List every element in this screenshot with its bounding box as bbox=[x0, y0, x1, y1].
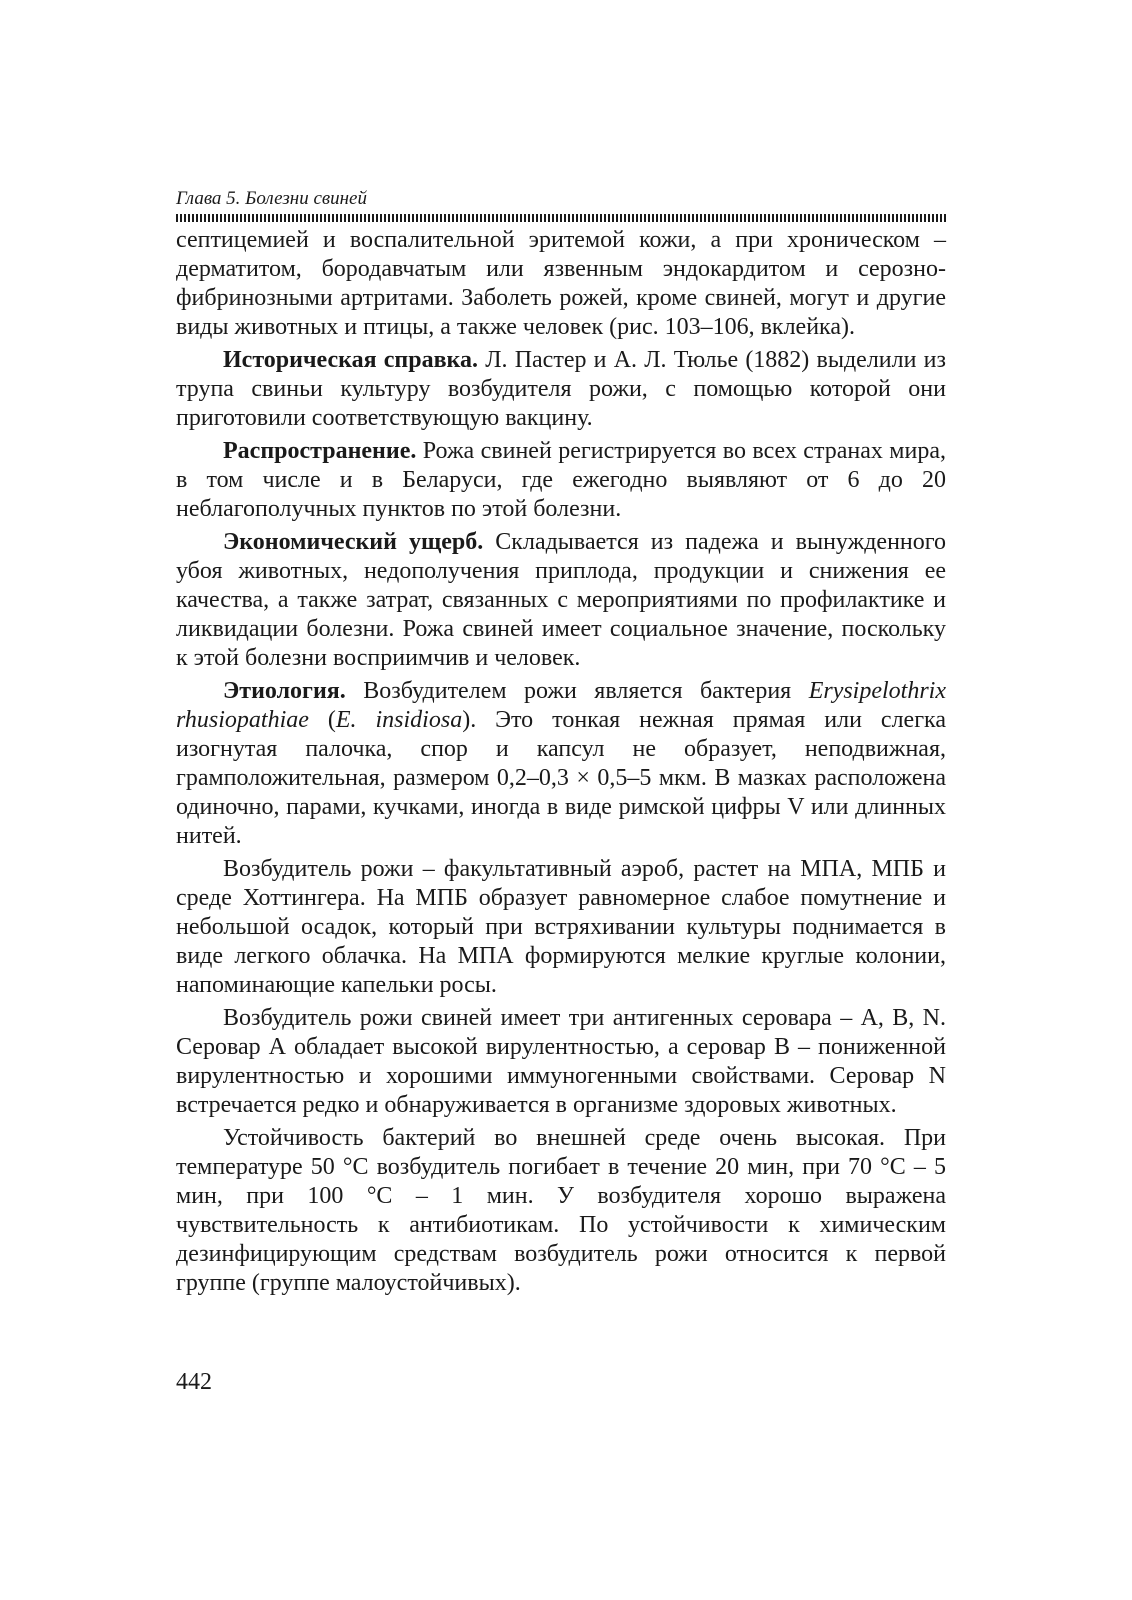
paragraph-text: ( bbox=[308, 707, 336, 733]
paragraph-heading: Распространение. bbox=[223, 438, 417, 464]
paragraph-economic-damage bbox=[176, 528, 946, 673]
paragraph-resistance bbox=[176, 1124, 946, 1298]
paragraph-text: септицемией и воспалительной эритемой кожи, а при хроническом – дерматитом, бородавчатым или язвенным эндокардитом и серозно-фибринозными артритами. Заболеть рожей, кроме свиней, могут и другие виды животных и птицы, а также человек (рис. 103–106, вклейка). bbox=[176, 227, 946, 340]
page-content bbox=[176, 188, 946, 1302]
paragraph-continuation bbox=[176, 226, 946, 342]
species-name: Erysipelothrix rhusiopathiae bbox=[176, 678, 946, 733]
body-text bbox=[176, 226, 946, 1298]
page-number: 442 bbox=[176, 1369, 212, 1395]
paragraph-text: Устойчивость бактерий во внешней среде очень высокая. При температуре 50 °С возбудитель погибает в течение 20 мин, при 70 °С – 5 мин, при 100 °С – 1 мин. У возбудителя хорошо выражена чувствительность к антибиотикам. По устойчивости к химическим дезинфицирующим средствам возбудитель рожи относится к первой группе (группе малоустойчивых). bbox=[176, 1125, 946, 1296]
paragraph-text: Возбудитель рожи свиней имеет три антигенных серовара – А, В, N. Серовар А обладает высокой вирулентностью, а серовар В – пониженной вирулентностью и хорошими иммуногенными свойствами. Серовар N встречается редко и обнаруживается в организме здоровых животных. bbox=[176, 1005, 946, 1118]
paragraph-serovars bbox=[176, 1004, 946, 1120]
running-head: Глава 5. Болезни свиней bbox=[176, 188, 367, 209]
paragraph-text: ). Это тонкая нежная прямая или слегка изогнутая палочка, спор и капсул не образует, неподвижная, грамположительная, размером 0,2–0,3 × 0,5–5 мкм. В мазках расположена одиночно, парами, кучками, иногда в виде римской цифры V или длинных нитей. bbox=[176, 707, 946, 849]
paragraph-text: Складывается из падежа и вынужденного убоя животных, недополучения приплода, продукции и снижения ее качества, а также затрат, связанных с мероприятиями по профилактике и ликвидации болезни. Рожа свиней имеет социальное значение, поскольку к этой болезни восприимчив и человек. bbox=[176, 529, 946, 671]
paragraph-heading: Этиология. bbox=[223, 678, 346, 704]
paragraph-heading: Экономический ущерб. bbox=[223, 529, 484, 555]
species-synonym: E. insidiosa bbox=[335, 707, 463, 733]
paragraph-cultivation bbox=[176, 855, 946, 1000]
paragraph-text: Возбудитель рожи – факультативный аэроб, растет на МПА, МПБ и среде Хоттингера. На МПБ образует равномерное слабое помутнение и небольшой осадок, который при встряхивании культуры поднимается в виде легкого облачка. На МПА формируются мелкие круглые колонии, напоминающие капельки росы. bbox=[176, 856, 946, 998]
header-rule bbox=[176, 214, 946, 222]
paragraph-history bbox=[176, 346, 946, 433]
paragraph-etiology bbox=[176, 677, 946, 851]
paragraph-text: Возбудителем рожи является бактерия bbox=[345, 678, 809, 704]
paragraph-distribution bbox=[176, 437, 946, 524]
paragraph-text: Рожа свиней регистрируется во всех странах мира, в том числе и в Беларуси, где ежегодно выявляют от 6 до 20 неблагополучных пунктов по этой болезни. bbox=[176, 438, 946, 522]
paragraph-text: Л. Пастер и А. Л. Тюлье (1882) выделили из трупа свиньи культуру возбудителя рожи, с помощью которой они приготовили соответствующую вакцину. bbox=[176, 347, 946, 431]
paragraph-heading: Историческая справка. bbox=[223, 347, 479, 373]
